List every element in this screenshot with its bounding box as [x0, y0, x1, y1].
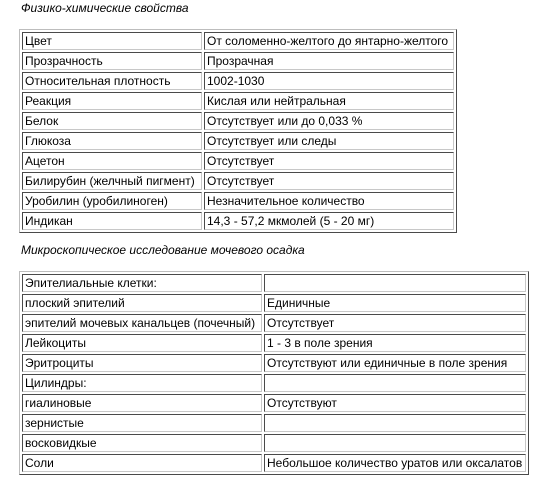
property-name-cell: эпителий мочевых канальцев (почечный) [22, 314, 262, 332]
table-row [22, 354, 526, 372]
physchem-section-title: Физико-химические свойства [21, 1, 189, 15]
property-name-cell: Белок [22, 112, 202, 130]
property-value-cell: Кислая или нейтральная [204, 92, 454, 110]
property-value-cell: 1 - 3 в поле зрения [264, 334, 526, 352]
property-name-cell: Глюкоза [22, 132, 202, 150]
property-name-cell: плоский эпителий [22, 294, 262, 312]
property-name-cell: Уробилин (уробилиноген) [22, 192, 202, 210]
property-value-cell: Отсутствуют [264, 394, 526, 412]
table-row [22, 152, 454, 170]
table-row [22, 172, 454, 190]
property-value-cell: Отсутствует или следы [204, 132, 454, 150]
property-name-cell: Цилиндры: [22, 374, 262, 392]
table-row [22, 394, 526, 412]
property-value-cell: Незначительное количество [204, 192, 454, 210]
sediment-table [19, 271, 529, 475]
property-name-cell: Относительная плотность [22, 72, 202, 90]
table-row [22, 414, 526, 432]
table-row [22, 314, 526, 332]
table-row [22, 92, 454, 110]
table-row [22, 132, 454, 150]
property-name-cell: восковидкые [22, 434, 262, 452]
table-row [22, 212, 454, 230]
property-name-cell: Эритроциты [22, 354, 262, 372]
table-row [22, 434, 526, 452]
property-value-cell: Единичные [264, 294, 526, 312]
property-name-cell: Цвет [22, 32, 202, 50]
property-value-cell [264, 374, 526, 392]
table-row [22, 72, 454, 90]
table-row [22, 32, 454, 50]
table-row [22, 274, 526, 292]
property-value-cell: От соломенно-желтого до янтарно-желтого [204, 32, 454, 50]
table-row [22, 454, 526, 472]
property-name-cell: Эпителиальные клетки: [22, 274, 262, 292]
property-name-cell: Лейкоциты [22, 334, 262, 352]
property-name-cell: Прозрачность [22, 52, 202, 70]
property-value-cell: Отсутствует или до 0,033 % [204, 112, 454, 130]
property-name-cell: Индикан [22, 212, 202, 230]
property-name-cell: зернистые [22, 414, 262, 432]
property-value-cell: Небольшое количество уратов или оксалатов [264, 454, 526, 472]
property-name-cell: Билирубин (желчный пигмент) [22, 172, 202, 190]
sediment-section-title: Микроскопическое исследование мочевого осадка [21, 243, 305, 257]
sediment-table-body [22, 274, 526, 472]
property-value-cell: Отсутствует [204, 172, 454, 190]
property-value-cell [264, 274, 526, 292]
property-name-cell: Ацетон [22, 152, 202, 170]
property-value-cell: 14,3 - 57,2 мкмолей (5 - 20 мг) [204, 212, 454, 230]
property-name-cell: Соли [22, 454, 262, 472]
property-value-cell [264, 434, 526, 452]
property-name-cell: Реакция [22, 92, 202, 110]
property-value-cell: Отсутствует [264, 314, 526, 332]
table-row [22, 192, 454, 210]
property-value-cell: 1002-1030 [204, 72, 454, 90]
table-row [22, 112, 454, 130]
property-name-cell: гиалиновые [22, 394, 262, 412]
property-value-cell: Отсутствует [204, 152, 454, 170]
table-row [22, 374, 526, 392]
property-value-cell [264, 414, 526, 432]
table-row [22, 294, 526, 312]
table-row [22, 334, 526, 352]
property-value-cell: Прозрачная [204, 52, 454, 70]
physchem-table [19, 29, 457, 233]
property-value-cell: Отсутствуют или единичные в поле зрения [264, 354, 526, 372]
physchem-table-body [22, 32, 454, 230]
table-row [22, 52, 454, 70]
